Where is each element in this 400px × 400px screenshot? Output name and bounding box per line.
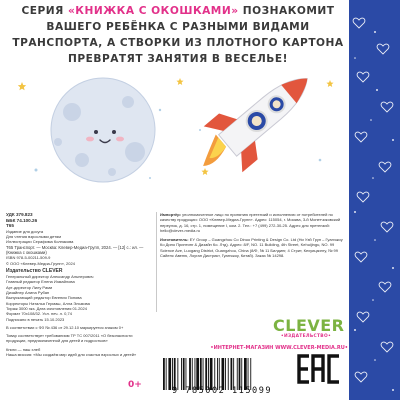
publisher-label: Издательство CLEVER — [6, 267, 63, 274]
moon-illustration — [51, 78, 155, 182]
online-shop-url: •ИНТЕРНЕТ-МАГАЗИН WWW.CLEVER-MEDIA.RU• — [210, 345, 348, 351]
headline-line-2: ВАШЕГО РЕБЁНКА С РАЗНЫМИ ВИДАМИ — [46, 21, 310, 33]
staff-line: Тираж 3000 экз. Дата изготовления 01.2024 — [6, 305, 87, 311]
copyright: © ООО «Клевер-Медиа-Групп», 2024 — [6, 260, 75, 266]
headline-line-3: ТРАНСПОРТА, А СТВОРКИ ИЗ ПЛОТНОГО КАРТОНА — [12, 37, 344, 49]
author-code: Т65 — [6, 223, 14, 229]
importer-label: Импортёр: — [160, 212, 182, 217]
clever-logo-word: CLEVER — [273, 316, 345, 335]
age-rating: 0+ — [128, 380, 142, 390]
bibliographic-record: Т65 Транспорт. — Москва: Клевер-Медиа-Групп, 2024. — [12] с.: ил. — (Книжка с окошками) — [6, 244, 144, 255]
clever-logo — [273, 316, 345, 342]
imprint-right-column — [160, 212, 345, 258]
headline-line-4: ПРЕВРАТЯТ ЗАНЯТИЯ В ВЕСЕЛЬЕ! — [68, 53, 288, 65]
isbn: ISBN 978-5-00211-509-9 — [6, 255, 51, 261]
staff-line: Главный редактор Елена Измайлова — [6, 279, 75, 285]
illustrator-line: Иллюстрации Серафима Колпакова — [6, 239, 74, 245]
imprint-line-2: Для чтения взрослыми детям — [6, 234, 61, 240]
imprint-line-1: Издание для досуга — [6, 228, 44, 234]
barcode-digits: 9 785002 115099 — [171, 386, 273, 396]
staff-line: Дизайнер Алина Рубан — [6, 290, 50, 296]
staff-line: Корректоры Наталья Гермаш, Алла Эльмова — [6, 300, 90, 306]
headline-prefix: СЕРИЯ — [21, 5, 64, 17]
staff-line: Формат 70х108/32. Усл. печ. л. 0,74 — [6, 311, 72, 317]
series-title: «КНИЖКА С ОКОШКАМИ» — [67, 5, 239, 17]
law-note: В соответствии с ФЗ № 436 от 29.12.10 маркируется знаком 0+ — [6, 324, 124, 330]
staff-line: Подписано в печать 15.10.2023 — [6, 316, 65, 322]
eac-mark-icon — [297, 352, 341, 386]
udk-code: УДК 379.823 — [6, 212, 33, 217]
column-divider — [156, 212, 157, 312]
heart-pattern-strip — [349, 0, 400, 400]
heart-pattern-icon — [349, 0, 400, 400]
staff-line: Арт-директор Лилу Рами — [6, 284, 53, 290]
importer-text: уполномоченное лицо по принятию претензий и исполнению от потребителей по качеству продукции: ООО «Клевер-Медиа-Групп». Адрес: 115054, г. Москва, 3-й Монетчиковский переулок, д. 16, стр. 1, помещение I, ком. 2. Тел.: +7 (499) 272-30-25. Адрес для претензий: hello@clever-media.ru — [160, 212, 341, 233]
series-headline — [8, 3, 348, 67]
footer-note-2: Наша миссия: «Мы создаём мир идей для счастья взрослых и детей» — [6, 352, 137, 358]
staff-line: Выпускающий редактор Евгения Попова — [6, 295, 82, 301]
bbk-code: ББК 74.100.26 — [6, 217, 38, 223]
headline-suffix: ПОЗНАКОМИТ — [242, 5, 335, 17]
imprint-left-column — [6, 212, 154, 357]
clever-logo-sub: •ИЗДАТЕЛЬСТВО• — [280, 334, 332, 339]
footer-note-1: Книги — наш хлеб — [6, 346, 41, 352]
manufacturer-label: Изготовитель: — [160, 237, 189, 243]
manufacturer-text: EY Group – Guangzhou Co Dinuo Printing & Design Co. Ltd (Ни Уэй Груп – Гуанчжоу Ко Дино Принтинг & Дизайн Ко. Лтд). Адрес: 8/F, NO. 11 Building, 4th Street, Kehuijingu, NO. 99 Science Ave, Luogang District, Guangzhou, China (8/Ф, № 11 Билдинг, 4 Стрит, Кехуицзингу, № 99 Сайенс Авеню, Лоуган Дистрикт, Гуанчжоу, Китай). Заказ № 14298. — [160, 237, 343, 259]
staff-line: Генеральный директор Александр Альперович — [6, 274, 94, 280]
certification-note: Товар соответствует требованиям ТР ТС 007/2011 «О безопасности продукции, предназначенной для детей и подростков» — [6, 333, 133, 344]
illustration — [0, 60, 349, 190]
